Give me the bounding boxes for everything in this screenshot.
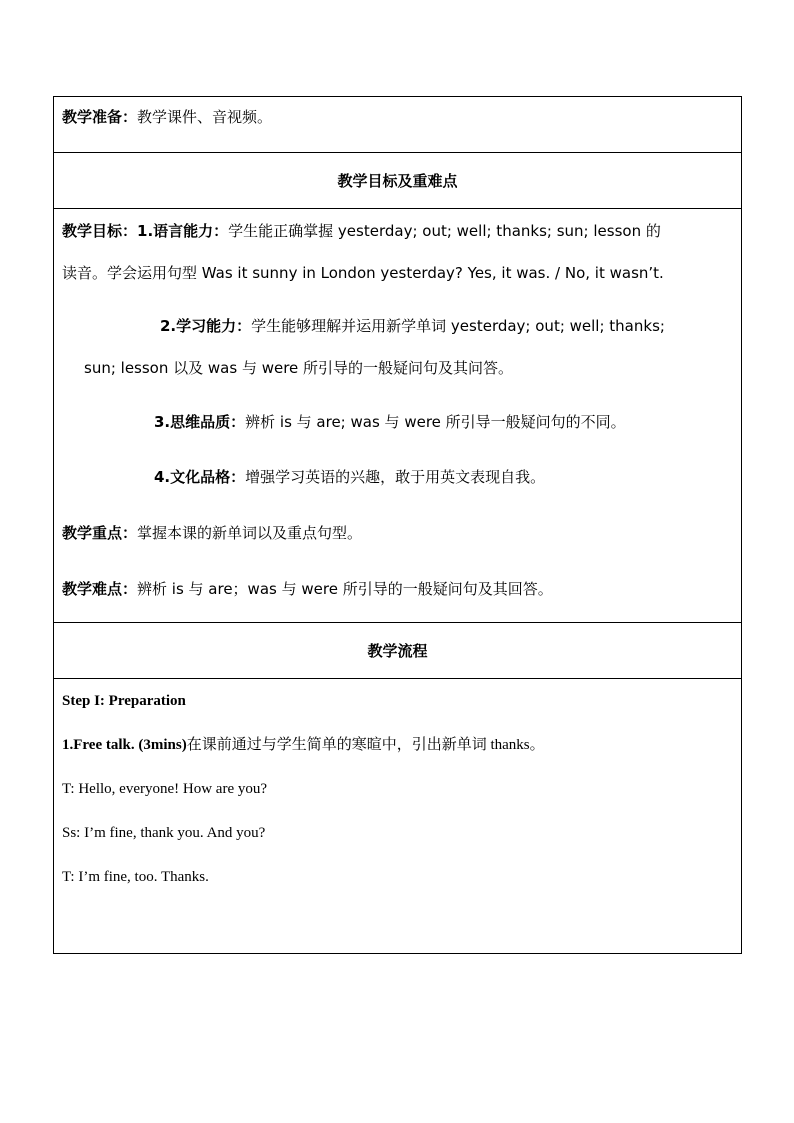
step-title-text: Step I: Preparation: [62, 693, 186, 709]
goal-line-5: [62, 412, 733, 432]
goals-cell: [54, 209, 742, 623]
prep-line: [62, 107, 733, 127]
process-row: [54, 679, 742, 954]
dialogue-text-2: Ss: I’m fine, thank you. And you?: [62, 825, 266, 841]
item4-label: 4.文化品格：: [154, 468, 246, 486]
item2-text-b: sun; lesson 以及 was 与 were 所引导的一般疑问句及其问答。: [84, 359, 514, 377]
prep-label: 教学准备：: [62, 108, 138, 126]
objectives-heading-row: [54, 153, 742, 209]
dialogue-line-2: [62, 823, 733, 843]
goal-line-7: [62, 523, 733, 543]
dialogue-text-1: T: Hello, everyone! How are you?: [62, 781, 268, 797]
prep-text: 教学课件、音视频。: [137, 108, 273, 126]
step-title: [62, 691, 733, 711]
difficult-label: 教学难点：: [62, 580, 138, 598]
item3-text: 辨析 is 与 are; was 与 were 所引导一般疑问句的不同。: [245, 413, 626, 431]
dialogue-line-1: [62, 779, 733, 799]
key-label: 教学重点：: [62, 524, 138, 542]
dialogue-text-3: T: I’m fine, too. Thanks.: [62, 869, 209, 885]
free-talk-line: [62, 735, 733, 755]
prep-cell: [54, 97, 742, 153]
goal-line-8: [62, 579, 733, 599]
key-text: 掌握本课的新单词以及重点句型。: [137, 524, 363, 542]
goal-line-4: [62, 358, 733, 378]
item2-label: 2.学习能力：: [160, 317, 252, 335]
dialogue-line-3: [62, 867, 733, 887]
goals-label: 教学目标：: [62, 222, 138, 240]
objectives-heading: 教学目标及重难点: [54, 153, 742, 209]
prep-row: [54, 97, 742, 153]
goal-line-6: [62, 467, 733, 487]
goal-line-3: [62, 316, 733, 336]
item1-label: 1.语言能力：: [137, 222, 229, 240]
difficult-text: 辨析 is 与 are；was 与 were 所引导的一般疑问句及其回答。: [137, 580, 553, 598]
lesson-plan-table: [53, 96, 742, 954]
free-talk-text: 在课前通过与学生简单的寒暄中，引出新单词 thanks。: [186, 737, 545, 753]
free-talk-label: 1.Free talk. (3mins): [62, 737, 187, 753]
item3-label: 3.思维品质：: [154, 413, 246, 431]
goal-line-2: [62, 263, 733, 283]
goals-row: [54, 209, 742, 623]
process-heading: 教学流程: [54, 623, 742, 679]
item1-text-b: 读音。学会运用句型 Was it sunny in London yesterday? Yes, it was. / No, it wasn’t.: [62, 264, 664, 282]
item2-text-a: 学生能够理解并运用新学单词 yesterday; out; well; thanks;: [251, 317, 665, 335]
item1-text-a: 学生能正确掌握 yesterday; out; well; thanks; sun; lesson 的: [228, 222, 661, 240]
process-heading-row: [54, 623, 742, 679]
process-cell: [54, 679, 742, 954]
item4-text: 增强学习英语的兴趣，敢于用英文表现自我。: [245, 468, 546, 486]
goal-line-1: [62, 221, 733, 241]
